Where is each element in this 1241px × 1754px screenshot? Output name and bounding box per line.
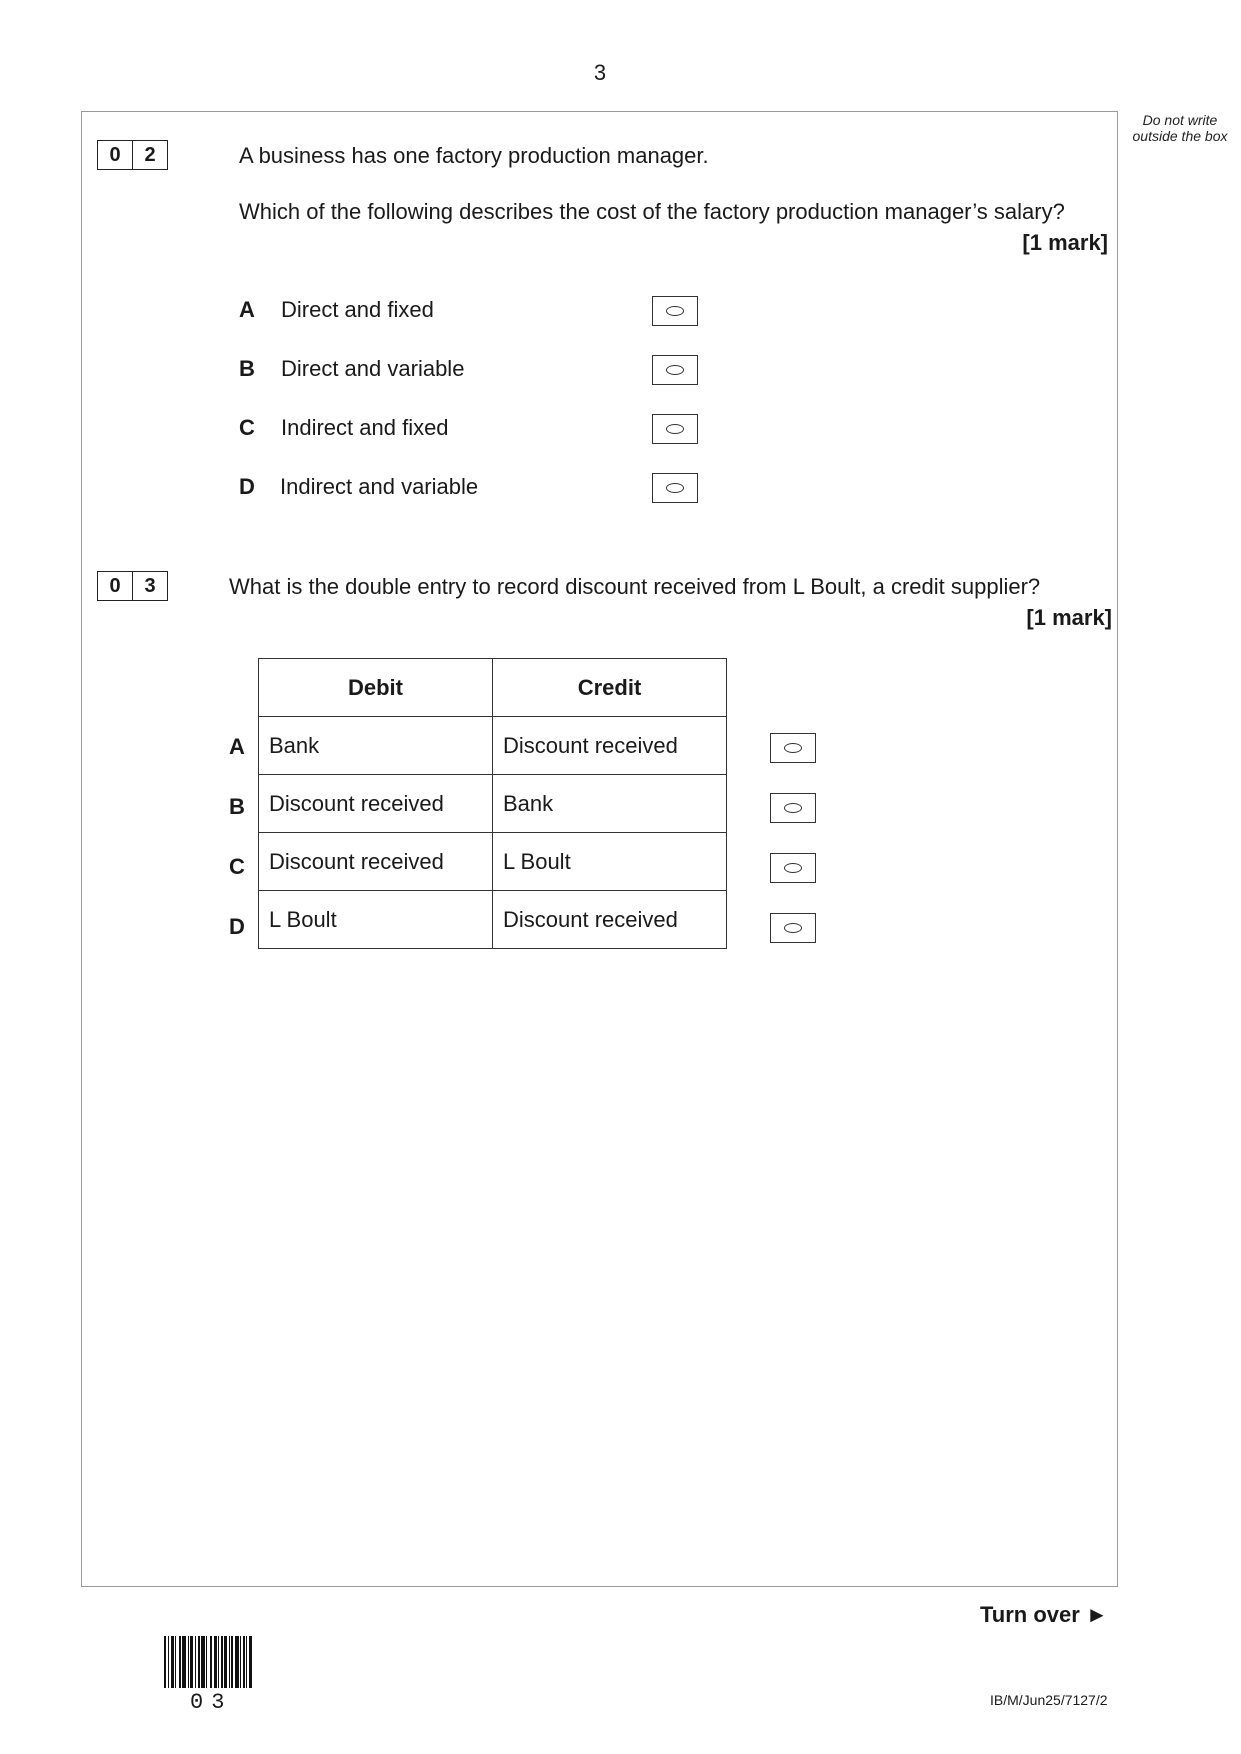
- row-letter: A: [229, 734, 245, 759]
- lozenge-icon: [784, 923, 802, 933]
- table-row: [259, 833, 727, 891]
- q03-question: What is the double entry to record discount received from L Boult, a credit supplier?: [229, 574, 1041, 599]
- lozenge-icon: [784, 803, 802, 813]
- option-row-a: [239, 297, 255, 323]
- answer-box-c[interactable]: [652, 414, 698, 444]
- option-text: Indirect and fixed: [281, 415, 449, 440]
- debit-cell: Discount received: [259, 833, 493, 891]
- credit-cell: L Boult: [493, 833, 727, 891]
- option-text: Direct and fixed: [281, 297, 434, 322]
- table-row: [259, 891, 727, 949]
- lozenge-icon: [666, 483, 684, 493]
- credit-cell: Bank: [493, 775, 727, 833]
- option-letter: B: [239, 356, 255, 381]
- option-text: Direct and variable: [281, 356, 465, 381]
- credit-cell: Discount received: [493, 717, 727, 775]
- lozenge-icon: [666, 306, 684, 316]
- question-number-03: [97, 571, 168, 601]
- answer-box-c[interactable]: [770, 853, 816, 883]
- paper-code: IB/M/Jun25/7127/2: [990, 1692, 1108, 1708]
- option-row-c: [239, 415, 255, 441]
- q03-marks: [1 mark]: [1026, 605, 1112, 630]
- option-letter: C: [239, 415, 255, 440]
- q02-marks: [1 mark]: [1022, 230, 1108, 255]
- table-row: [259, 775, 727, 833]
- debit-cell: L Boult: [259, 891, 493, 949]
- answer-box-d[interactable]: [652, 473, 698, 503]
- turn-over-label: Turn over ►: [980, 1602, 1108, 1627]
- debit-cell: Discount received: [259, 775, 493, 833]
- question-digit: 0: [109, 144, 121, 166]
- option-letter: A: [239, 297, 255, 322]
- answer-box-a[interactable]: [770, 733, 816, 763]
- question-digit: 0: [109, 575, 121, 597]
- row-letter: B: [229, 794, 245, 819]
- margin-note: Do not write outside the box: [1132, 112, 1228, 144]
- table-header-row: [259, 659, 727, 717]
- lozenge-icon: [784, 743, 802, 753]
- question-number-02: [97, 140, 168, 170]
- double-entry-table: [258, 658, 727, 949]
- q02-stem: A business has one factory production manager.: [239, 143, 709, 168]
- option-letter: D: [239, 474, 255, 499]
- answer-box-d[interactable]: [770, 913, 816, 943]
- q02-question: Which of the following describes the cost of the factory production manager’s salary?: [239, 199, 1065, 224]
- lozenge-icon: [666, 424, 684, 434]
- barcode: [164, 1636, 274, 1688]
- row-letter: C: [229, 854, 245, 879]
- row-letter: D: [229, 914, 245, 939]
- option-row-d: [239, 474, 255, 500]
- credit-cell: Discount received: [493, 891, 727, 949]
- lozenge-icon: [666, 365, 684, 375]
- question-digit: 3: [132, 572, 167, 600]
- option-row-b: [239, 356, 255, 382]
- answer-box-a[interactable]: [652, 296, 698, 326]
- option-text: Indirect and variable: [280, 474, 479, 499]
- answer-box-b[interactable]: [652, 355, 698, 385]
- lozenge-icon: [784, 863, 802, 873]
- question-digit: 2: [132, 141, 167, 169]
- answer-box-b[interactable]: [770, 793, 816, 823]
- column-header-debit: Debit: [259, 659, 493, 717]
- page-number: 3: [593, 60, 607, 85]
- table-row: [259, 717, 727, 775]
- barcode-text: 03: [190, 1690, 233, 1715]
- debit-cell: Bank: [259, 717, 493, 775]
- column-header-credit: Credit: [493, 659, 727, 717]
